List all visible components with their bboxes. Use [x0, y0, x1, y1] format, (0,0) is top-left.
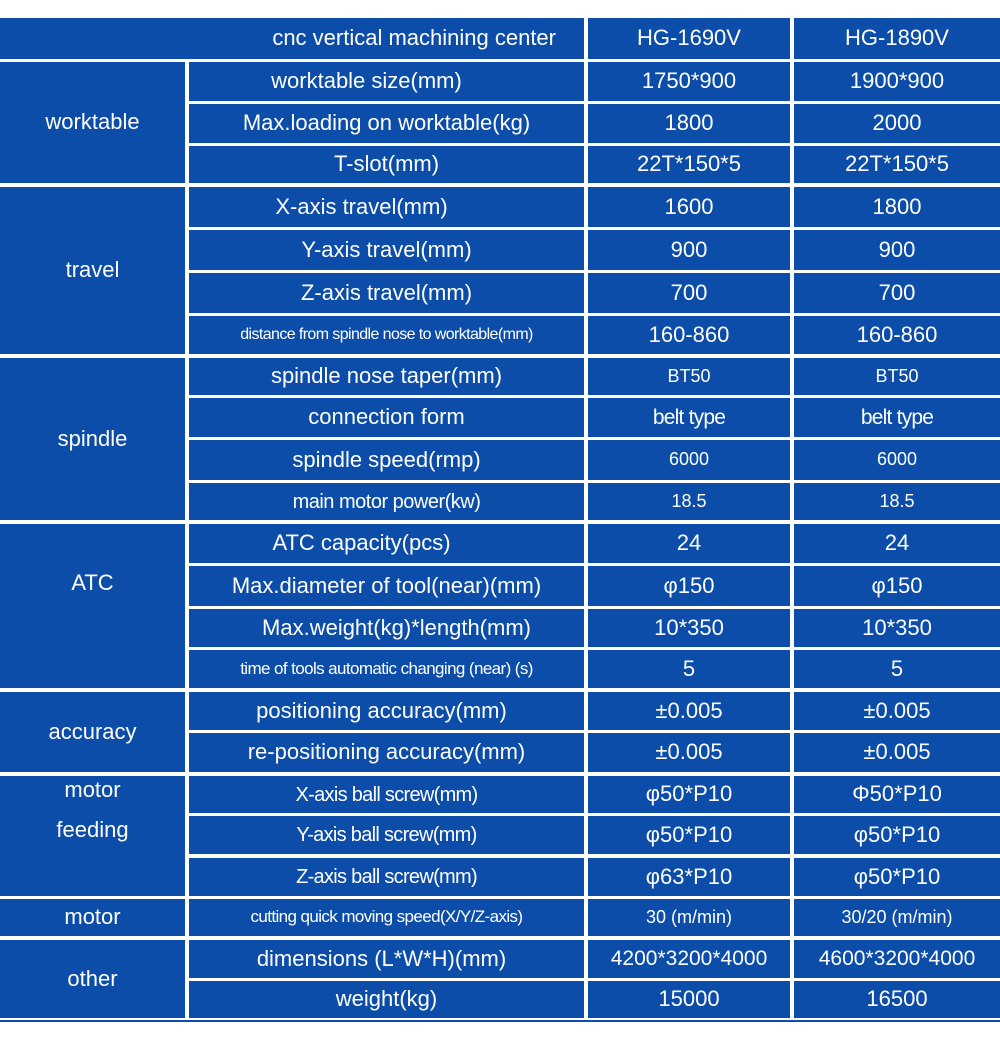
spec-value-2: 4600*3200*4000	[794, 940, 1000, 978]
category-worktable: worktable	[0, 62, 185, 183]
spec-value-1: 15000	[588, 981, 790, 1018]
spec-value-1: 1800	[588, 104, 790, 143]
spec-value-1: 5	[588, 650, 790, 688]
spec-value-2: 160-860	[794, 316, 1000, 354]
bottom-rule	[0, 1020, 1000, 1022]
spec-value-1: 4200*3200*4000	[588, 940, 790, 978]
spec-label: Y-axis travel(mm)	[189, 230, 584, 270]
spec-value-2: 900	[794, 230, 1000, 270]
spec-value-1: φ63*P10	[588, 858, 790, 896]
spec-label: re-positioning accuracy(mm)	[189, 733, 584, 772]
spec-label: Max.loading on worktable(kg)	[189, 104, 584, 143]
spec-label: connection form	[189, 398, 584, 437]
spec-value-2: 5	[794, 650, 1000, 688]
spec-label: time of tools automatic changing (near) (s)	[189, 650, 584, 688]
spec-value-2: 2000	[794, 104, 1000, 143]
spec-label: Max.weight(kg)*length(mm)	[189, 609, 584, 647]
spec-value-2: ±0.005	[794, 692, 1000, 730]
spec-value-2: 16500	[794, 981, 1000, 1018]
spec-value-2: 24	[794, 524, 1000, 563]
spec-value-1: 6000	[588, 440, 790, 480]
spec-value-1: 900	[588, 230, 790, 270]
spec-value-2: φ150	[794, 566, 1000, 606]
category-motor: motor	[0, 899, 185, 936]
spec-label: spindle nose taper(mm)	[189, 358, 584, 395]
spec-value-1: BT50	[588, 358, 790, 395]
spec-value-1: 22T*150*5	[588, 146, 790, 183]
spec-value-1: ±0.005	[588, 692, 790, 730]
spec-value-1: 1750*900	[588, 62, 790, 101]
spec-value-2: 700	[794, 273, 1000, 313]
spec-label: positioning accuracy(mm)	[189, 692, 584, 730]
category-motor-feeding: motor feeding	[0, 776, 185, 896]
spec-value-2: φ50*P10	[794, 816, 1000, 854]
spec-value-2: 1800	[794, 187, 1000, 227]
spec-label: cutting quick moving speed(X/Y/Z-axis)	[189, 899, 584, 936]
spec-value-1: ±0.005	[588, 733, 790, 772]
spec-value-1: 700	[588, 273, 790, 313]
spec-label: worktable size(mm)	[189, 62, 584, 101]
spec-value-1: φ150	[588, 566, 790, 606]
spec-value-1: 24	[588, 524, 790, 563]
header-title-cell	[0, 18, 584, 59]
spec-value-1: φ50*P10	[588, 816, 790, 854]
spec-label: T-slot(mm)	[189, 146, 584, 183]
spec-label: Z-axis travel(mm)	[189, 273, 584, 313]
spec-label: weight(kg)	[189, 981, 584, 1018]
spec-value-1: 30 (m/min)	[588, 899, 790, 936]
spec-label: X-axis travel(mm)	[189, 187, 584, 227]
spec-value-1: 18.5	[588, 483, 790, 520]
category-spindle: spindle	[0, 358, 185, 520]
spec-value-2: 22T*150*5	[794, 146, 1000, 183]
spec-value-1: 10*350	[588, 609, 790, 647]
spec-value-2: BT50	[794, 358, 1000, 395]
header-model-1: HG-1690V	[588, 18, 790, 59]
spec-label: Z-axis ball screw(mm)	[189, 858, 584, 896]
spec-value-2: 18.5	[794, 483, 1000, 520]
spec-value-1: φ50*P10	[588, 776, 790, 813]
spec-value-2: 6000	[794, 440, 1000, 480]
spec-label: X-axis ball screw(mm)	[189, 776, 584, 813]
spec-value-2: φ50*P10	[794, 858, 1000, 896]
spec-label: spindle speed(rmp)	[189, 440, 584, 480]
spec-label: distance from spindle nose to worktable(mm)	[189, 316, 584, 354]
spec-value-1: 1600	[588, 187, 790, 227]
spec-value-1: belt type	[588, 398, 790, 437]
category-accuracy: accuracy	[0, 692, 185, 772]
spec-label: ATC capacity(pcs)	[189, 524, 584, 563]
spec-value-2: Φ50*P10	[794, 776, 1000, 813]
spec-label: dimensions (L*W*H)(mm)	[189, 940, 584, 978]
spec-value-2: 10*350	[794, 609, 1000, 647]
category-atc: ATC	[0, 524, 185, 688]
spec-label: Y-axis ball screw(mm)	[189, 816, 584, 854]
spec-value-2: ±0.005	[794, 733, 1000, 772]
category-travel: travel	[0, 187, 185, 354]
spec-value-1: 160-860	[588, 316, 790, 354]
category-other: other	[0, 940, 185, 1018]
header-model-2: HG-1890V	[794, 18, 1000, 59]
spec-value-2: 1900*900	[794, 62, 1000, 101]
spec-value-2: belt type	[794, 398, 1000, 437]
header-title: cnc vertical machining center	[272, 25, 556, 51]
spec-label: main motor power(kw)	[189, 483, 584, 520]
spec-label: Max.diameter of tool(near)(mm)	[189, 566, 584, 606]
spec-value-2: 30/20 (m/min)	[794, 899, 1000, 936]
